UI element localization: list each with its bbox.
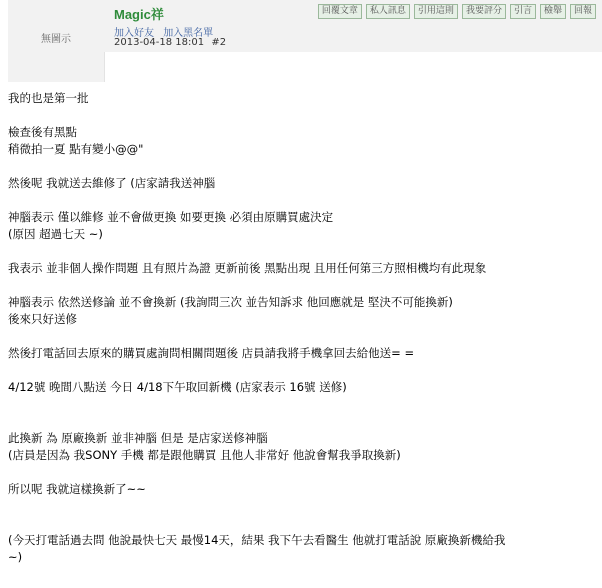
post-text-line [8,413,598,430]
post-text-line [8,328,598,345]
private-message-button[interactable]: 私人訊息 [366,4,410,19]
post-toolbar [318,4,596,19]
post-text-line: 然後打電話回去原來的購買處詢問相關問題後 店員請我將手機拿回去給他送= = [8,346,415,360]
avatar-placeholder-label: 無圖示 [41,34,71,45]
post-text-line: 所以呢 我就這樣換新了~~ [8,482,146,496]
quote-post-button[interactable]: 引用這則 [414,4,458,19]
rate-post-button[interactable]: 我要評分 [462,4,506,19]
post-text-line: 稍微拍一夏 點有變小@@" [8,142,144,156]
post-date: 2013-04-18 18:01 [114,37,205,48]
post-text-line: (原因 超過七天 ~) [8,227,103,241]
feedback-button[interactable]: 回報 [570,4,596,19]
post-text-line: 神腦表示 依然送修論 並不會換新 (我詢問三次 並告知訴求 他回應就是 堅決不可能換新) [8,295,453,309]
post-text-line: (店員是因為 我SONY 手機 都是跟他購買 且他人非常好 他說會幫我爭取換新) [8,448,401,462]
post-text-line [8,192,598,209]
post-text-line: ~) [8,550,23,564]
reply-button[interactable]: 回覆文章 [318,4,362,19]
post-text-line [8,277,598,294]
post-text-line [8,107,598,124]
post-body [8,90,598,566]
report-button[interactable]: 檢舉 [540,4,566,19]
post-text-line [8,515,598,532]
post-text-line [8,243,598,260]
post-text-line [8,362,598,379]
post-text-line: 後來只好送修 [8,312,77,326]
post-text-line: 4/12號 晚間八點送 今日 4/18下午取回新機 (店家表示 16號 送修) [8,380,347,394]
post-header [104,0,602,52]
post-text-line [8,158,598,175]
avatar [8,0,105,82]
post-text-line: 此換新 為 原廠換新 並非神腦 但是 是店家送修神腦 [8,431,268,445]
post-number-link[interactable]: #2 [211,37,227,48]
post-text-line [8,396,598,413]
post-text-line: 我表示 並非個人操作問題 且有照片為證 更新前後 黑點出現 且用任何第三方照相機均有此現象 [8,261,487,275]
post-meta [114,37,230,48]
post-text-line: (今天打電話過去問 他說最快七天 最慢14天，結果 我下午去看醫生 他就打電話說 原廠換新機給我 [8,533,506,547]
post-text-line: 檢查後有黑點 [8,125,77,139]
post-text-line: 然後呢 我就送去維修了 (店家請我送神腦 [8,176,216,190]
post-text-line [8,464,598,481]
quote-button[interactable]: 引言 [510,4,536,19]
post-text-line: 神腦表示 僅以維修 並不會做更換 如要更換 必須由原購買處決定 [8,210,334,224]
add-blacklist-link[interactable]: 加入黑名單 [163,28,214,39]
post-text-line [8,498,598,515]
add-friend-link[interactable]: 加入好友 [114,28,154,39]
post-text-line: 我的也是第一批 [8,91,89,105]
username-link[interactable]: Magic祥 [114,7,164,22]
